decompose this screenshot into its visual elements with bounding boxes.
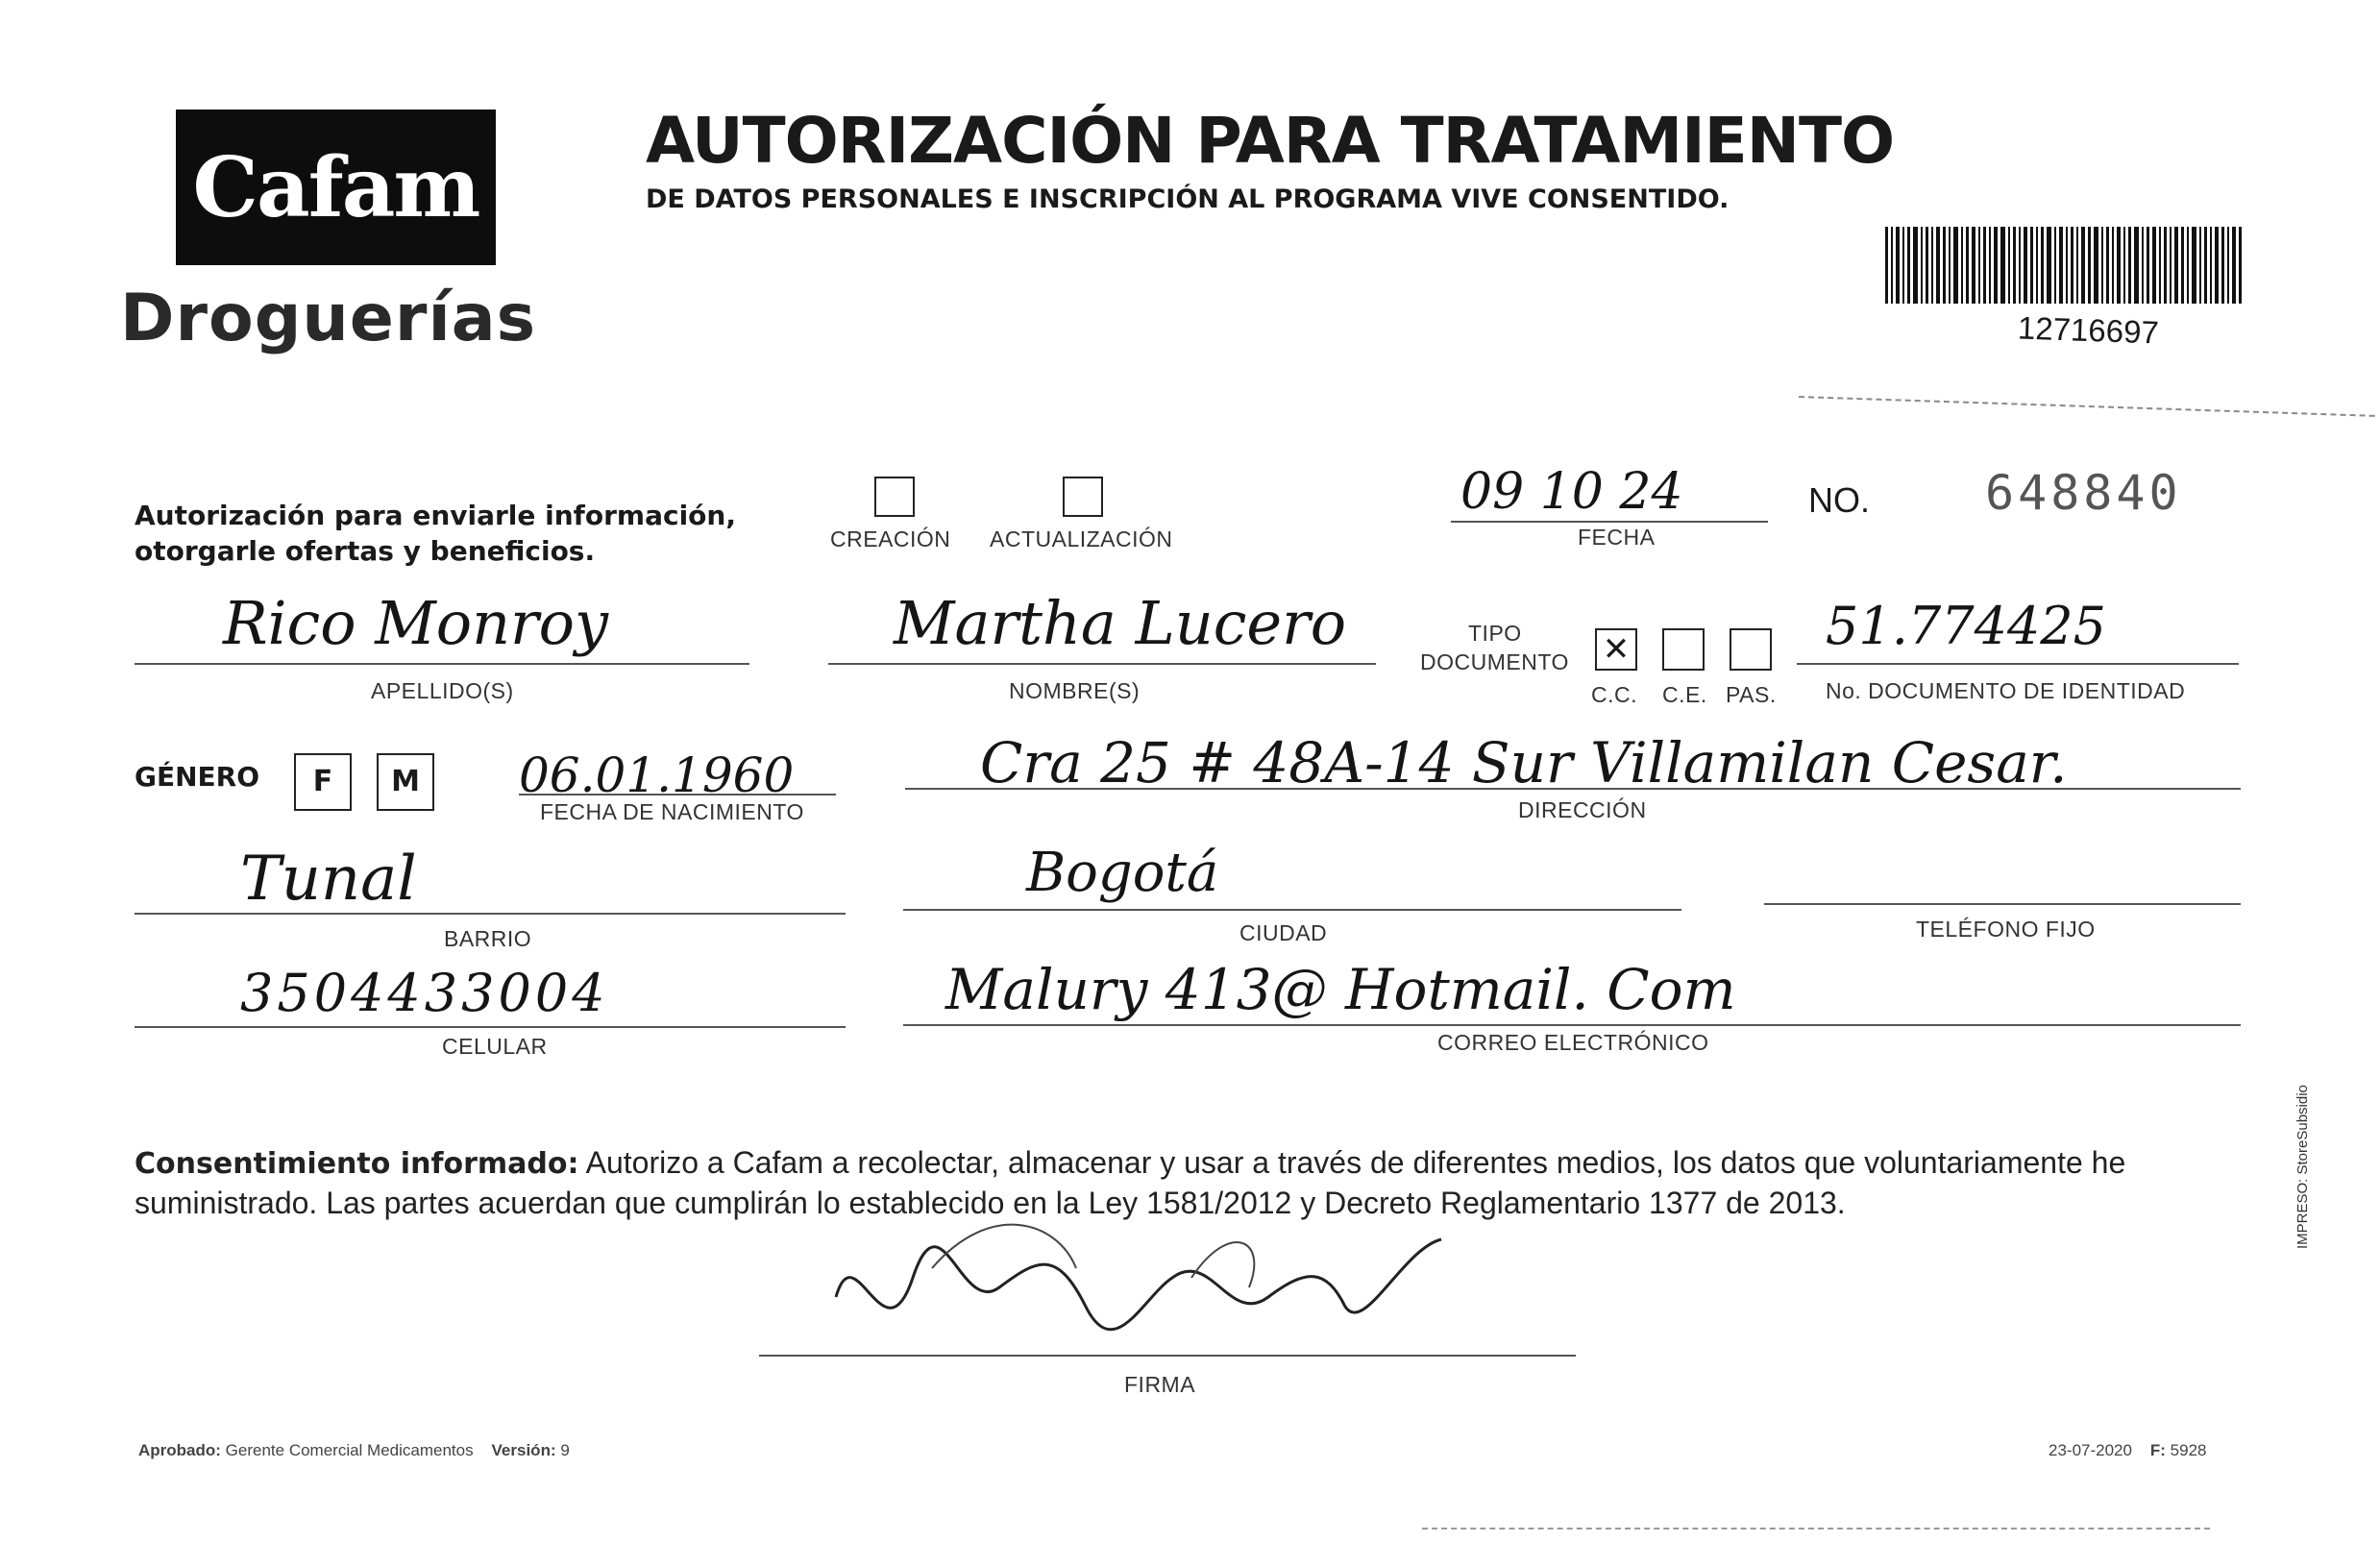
footer-form xyxy=(2049,1441,2206,1460)
celular-label: CELULAR xyxy=(442,1034,548,1059)
celular-value[interactable]: 3504433004 xyxy=(240,963,609,1023)
apellidos-value[interactable]: Rico Monroy xyxy=(223,588,609,658)
footer-approved-value: Gerente Comercial Medicamentos xyxy=(225,1441,474,1459)
barcode-bar xyxy=(1931,227,1933,304)
barcode-bar xyxy=(2174,227,2178,304)
barrio-line xyxy=(135,913,846,915)
barcode-bar xyxy=(1907,227,1910,304)
numero-label: NO. xyxy=(1808,480,1871,520)
form-subtitle: DE DATOS PERSONALES E INSCRIPCIÓN AL PROGRAMA VIVE CONSENTIDO. xyxy=(646,184,1730,214)
footer-version-label: Versión: xyxy=(491,1441,556,1459)
genero-label: GÉNERO xyxy=(135,761,260,793)
footer-version-value: 9 xyxy=(560,1441,570,1459)
documento-line xyxy=(1797,663,2239,665)
signature-image xyxy=(769,1211,1499,1383)
barcode-bar xyxy=(1949,227,1951,304)
barcode-bar xyxy=(1902,227,1904,304)
fecha-value[interactable]: 09 10 24 xyxy=(1460,463,1683,521)
barcode-bar xyxy=(2066,227,2068,304)
barcode-bar xyxy=(2210,227,2212,304)
barcode-bar xyxy=(2112,227,2114,304)
barcode-bar xyxy=(2030,227,2033,304)
barcode-bar xyxy=(2159,227,2161,304)
nacimiento-line xyxy=(519,794,836,795)
barcode-bar xyxy=(1936,227,1940,304)
barcode-bar xyxy=(2101,227,2103,304)
numero-value: 648840 xyxy=(1985,465,2182,521)
creacion-checkbox[interactable] xyxy=(874,477,915,517)
tipo-doc-label-2: DOCUMENTO xyxy=(1420,649,1569,674)
barcode-bar xyxy=(2187,227,2189,304)
barcode-bar xyxy=(2134,227,2139,304)
barrio-label: BARRIO xyxy=(444,926,532,951)
barcode-bar xyxy=(2164,227,2167,304)
brand-logo xyxy=(176,110,496,265)
barcode-bar xyxy=(1972,227,1975,304)
correo-line xyxy=(903,1024,2241,1026)
creacion-label: CREACIÓN xyxy=(830,526,951,551)
barcode-bar xyxy=(2000,227,2005,304)
barcode-bar xyxy=(2128,227,2131,304)
barcode-bar xyxy=(1978,227,1980,304)
genero-f-label: F xyxy=(312,765,333,798)
barcode-bar xyxy=(2181,227,2184,304)
barcode-bar xyxy=(2142,227,2144,304)
ciudad-line xyxy=(903,909,1681,911)
nombres-label: NOMBRE(S) xyxy=(1009,678,1141,703)
nombres-value[interactable]: Martha Lucero xyxy=(894,588,1347,658)
ce-checkbox[interactable] xyxy=(1662,628,1705,671)
barrio-value[interactable]: Tunal xyxy=(240,844,417,915)
cc-checkbox[interactable]: ✕ xyxy=(1595,628,1637,671)
barcode-bar xyxy=(1953,227,1958,304)
footer-form-value: 5928 xyxy=(2170,1441,2207,1459)
ciudad-label: CIUDAD xyxy=(1239,920,1328,945)
nacimiento-value[interactable]: 06.01.1960 xyxy=(519,747,795,803)
barcode-bar xyxy=(1943,227,1946,304)
barcode-bar xyxy=(2106,227,2109,304)
barcode xyxy=(1885,227,2270,304)
nombres-line xyxy=(828,663,1376,665)
barcode-bar xyxy=(1913,227,1918,304)
correo-value[interactable]: Malury 413@ Hotmail. Com xyxy=(945,957,1736,1022)
consent-lead: Consentimiento informado: xyxy=(135,1147,579,1181)
barcode-bar xyxy=(2071,227,2073,304)
brand-subtitle: Droguerías xyxy=(120,281,537,356)
actualizacion-label: ACTUALIZACIÓN xyxy=(990,526,1173,551)
barcode-bar xyxy=(2117,227,2121,304)
barcode-bar xyxy=(1891,227,1893,304)
barcode-bar xyxy=(2013,227,2016,304)
barcode-bar xyxy=(2081,227,2085,304)
barcode-bar xyxy=(2054,227,2056,304)
documento-label: No. DOCUMENTO DE IDENTIDAD xyxy=(1826,678,2186,703)
barcode-bar xyxy=(2019,227,2021,304)
barcode-bar xyxy=(2215,227,2219,304)
barcode-bar xyxy=(1896,227,1900,304)
fecha-line xyxy=(1451,521,1768,523)
genero-m-checkbox[interactable] xyxy=(377,753,434,811)
barcode-bar xyxy=(1921,227,1923,304)
fecha-label: FECHA xyxy=(1578,525,1656,550)
bottom-dash-line xyxy=(1422,1528,2210,1530)
direccion-line xyxy=(905,788,2241,790)
intro-text xyxy=(135,498,736,569)
footer-approved xyxy=(138,1441,570,1460)
brand-logo-text: Cafam xyxy=(192,138,479,236)
barcode-bar xyxy=(1966,227,1969,304)
firma-line xyxy=(759,1355,1576,1357)
barcode-bar xyxy=(1983,227,1986,304)
footer-date: 23-07-2020 xyxy=(2049,1441,2132,1459)
barcode-bar xyxy=(2047,227,2051,304)
consent-text: Autorizo a Cafam a recolectar, almacenar y usar a través de diferentes medios, los datos que voluntariamente he suministrado. Las partes acuerdan que cumplirán lo establecido en la Ley 1581/2012 y Decreto Reglamentario 1377 de 2013. xyxy=(135,1145,2126,1220)
ce-label: C.E. xyxy=(1662,682,1707,707)
telefono-label: TELÉFONO FIJO xyxy=(1916,917,2096,942)
pas-label: PAS. xyxy=(1726,682,1777,707)
barcode-bar xyxy=(2227,227,2229,304)
barcode-bar xyxy=(2008,227,2010,304)
intro-line-1: Autorización para enviarle información, xyxy=(135,500,736,531)
intro-line-2: otorgarle ofertas y beneficios. xyxy=(135,535,596,567)
barcode-bar xyxy=(2232,227,2236,304)
apellidos-line xyxy=(135,663,749,665)
perforation-line xyxy=(1799,396,2375,417)
footer-form-label: F: xyxy=(2149,1441,2166,1459)
celular-line xyxy=(135,1026,846,1028)
direccion-label: DIRECCIÓN xyxy=(1518,797,1647,822)
barcode-bar xyxy=(2123,227,2125,304)
firma-label: FIRMA xyxy=(1124,1372,1196,1397)
barcode-bar xyxy=(2076,227,2078,304)
correo-label: CORREO ELECTRÓNICO xyxy=(1437,1030,1709,1055)
barcode-bar xyxy=(2041,227,2044,304)
barcode-bar xyxy=(2192,227,2196,304)
footer-approved-label: Aprobado: xyxy=(138,1441,221,1459)
side-print-text: IMPRESO: StoreSubsidio xyxy=(2294,1085,2311,1249)
barcode-bar xyxy=(1885,227,1888,304)
telefono-line xyxy=(1764,903,2241,905)
pas-checkbox[interactable] xyxy=(1730,628,1772,671)
barcode-bar xyxy=(2088,227,2091,304)
barcode-bar xyxy=(2204,227,2207,304)
barcode-bar xyxy=(2239,227,2242,304)
barcode-bar xyxy=(2036,227,2038,304)
nacimiento-label: FECHA DE NACIMIENTO xyxy=(540,799,804,824)
ciudad-value[interactable]: Bogotá xyxy=(1026,842,1219,904)
barcode-bar xyxy=(2094,227,2098,304)
barcode-bar xyxy=(2199,227,2201,304)
barcode-bar xyxy=(1961,227,1963,304)
barcode-bar xyxy=(1989,227,1991,304)
barcode-bar xyxy=(2221,227,2224,304)
barcode-bar xyxy=(1926,227,1928,304)
barcode-bar xyxy=(2147,227,2149,304)
actualizacion-checkbox[interactable] xyxy=(1063,477,1103,517)
barcode-bar xyxy=(2024,227,2027,304)
tipo-doc-label-1: TIPO xyxy=(1468,621,1522,646)
barcode-bar xyxy=(2152,227,2156,304)
direccion-value[interactable]: Cra 25 # 48A-14 Sur Villamilan Cesar. xyxy=(980,730,2068,795)
genero-m-label: M xyxy=(391,765,420,798)
genero-f-checkbox[interactable] xyxy=(294,753,352,811)
barcode-bar xyxy=(1994,227,1998,304)
barcode-bar xyxy=(2170,227,2171,304)
tipo-doc-label xyxy=(1468,621,1522,647)
documento-value[interactable]: 51.774425 xyxy=(1826,596,2107,656)
cc-label: C.C. xyxy=(1591,682,1637,707)
form-title: AUTORIZACIÓN PARA TRATAMIENTO xyxy=(646,104,1895,178)
barcode-bar xyxy=(2059,227,2063,304)
apellidos-label: APELLIDO(S) xyxy=(371,678,514,703)
barcode-number: 12716697 xyxy=(2017,309,2160,351)
